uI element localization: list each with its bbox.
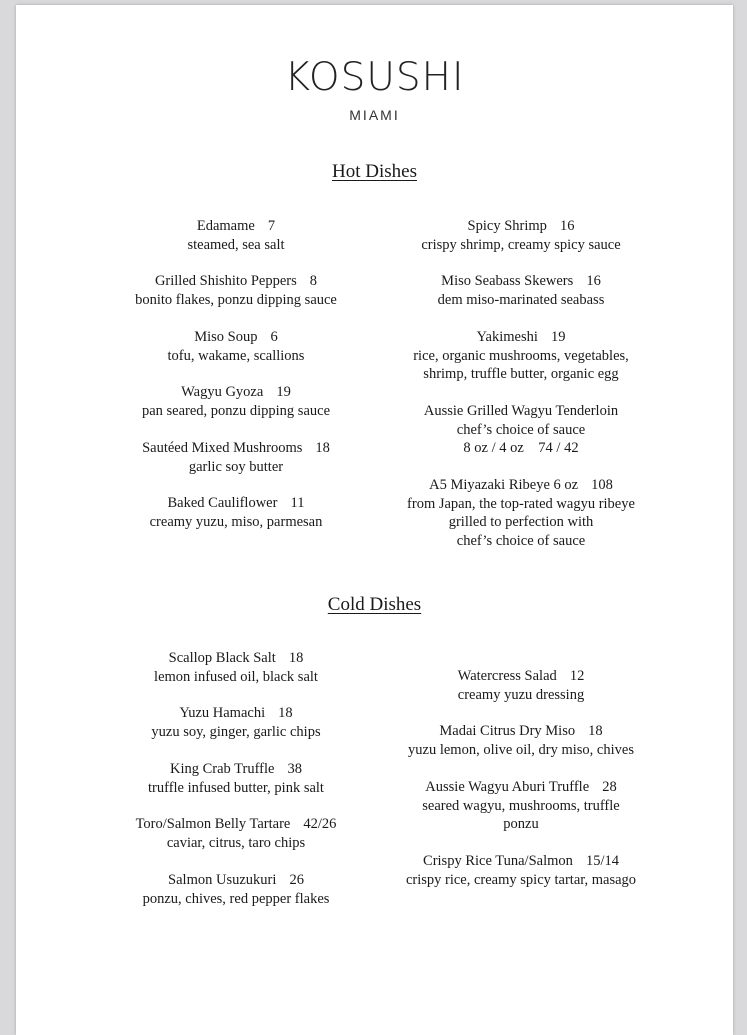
menu-item-price: 26 — [289, 872, 304, 888]
menu-item-name: Sautéed Mixed Mushrooms — [142, 440, 303, 456]
menu-item-description: truffle infused butter, pink salt — [148, 779, 324, 796]
menu-item-price: 42/26 — [303, 816, 337, 832]
menu-item-title — [76, 704, 396, 723]
menu-item — [76, 649, 396, 686]
menu-page — [16, 5, 733, 1035]
menu-item-name: Spicy Shrimp — [467, 218, 547, 234]
menu-item-price: 18 — [278, 705, 293, 721]
menu-item-name: Grilled Shishito Peppers — [154, 273, 297, 289]
menu-item — [361, 667, 681, 704]
menu-item — [76, 494, 396, 531]
menu-item-description: yuzu soy, ginger, garlic chips — [151, 723, 321, 740]
menu-item — [361, 402, 681, 458]
menu-item-title — [361, 402, 681, 421]
menu-item-description: dem miso-marinated seabass — [437, 291, 605, 308]
menu-item-description: bonito flakes, ponzu dipping sauce — [135, 291, 337, 308]
cold-dishes-title: Cold Dishes — [327, 594, 422, 615]
menu-item-description: creamy yuzu dressing — [457, 686, 585, 703]
menu-item-title — [361, 272, 681, 291]
menu-item-title — [76, 272, 396, 291]
menu-item-description: garlic soy butter — [188, 458, 284, 475]
menu-item — [76, 328, 396, 365]
menu-item-title — [361, 476, 681, 495]
menu-item-title — [76, 871, 396, 890]
menu-item-name: Wagyu Gyoza — [181, 384, 264, 400]
menu-item — [76, 871, 396, 908]
menu-item-title — [76, 383, 396, 402]
restaurant-city: MIAMI — [349, 107, 400, 123]
menu-item-price: 19 — [550, 329, 566, 345]
menu-item-description: crispy rice, creamy spicy tartar, masago — [405, 871, 637, 888]
menu-item-price: 18 — [315, 440, 330, 456]
menu-item — [361, 852, 681, 889]
menu-item-name: Scallop Black Salt — [168, 650, 276, 666]
menu-item — [76, 815, 396, 852]
menu-item-description: lemon infused oil, black salt — [154, 668, 318, 685]
menu-item-title — [361, 217, 681, 236]
menu-item-description: yuzu lemon, olive oil, dry miso, chives — [408, 741, 634, 758]
menu-item-price: 6 — [270, 329, 278, 345]
menu-item-name: Watercress Salad — [457, 668, 557, 684]
menu-item-title — [76, 760, 396, 779]
menu-item-name: King Crab Truffle — [169, 761, 275, 777]
menu-item-price: 12 — [569, 668, 585, 684]
menu-item-name: Aussie Grilled Wagyu Tenderloin — [423, 403, 619, 419]
hot-dishes-title: Hot Dishes — [332, 161, 417, 182]
menu-item-name: A5 Miyazaki Ribeye 6 oz — [429, 477, 579, 493]
menu-item-description: from Japan, the top-rated wagyu ribeye — [407, 495, 635, 512]
menu-item — [361, 722, 681, 759]
menu-item-price: 16 — [586, 273, 601, 289]
menu-item-price: 16 — [559, 218, 575, 234]
menu-item-description: chef’s choice of sauce — [456, 421, 586, 438]
menu-item-description: crispy shrimp, creamy spicy sauce — [421, 236, 621, 253]
menu-item-name: Baked Cauliflower — [167, 495, 278, 511]
menu-item — [76, 217, 396, 254]
menu-item-description: rice, organic mushrooms, vegetables, — [413, 347, 629, 364]
menu-item-name: Salmon Usuzukuri — [168, 872, 277, 888]
menu-item-title — [76, 815, 396, 834]
menu-item-name: Yakimeshi — [476, 329, 538, 345]
menu-item-description: seared wagyu, mushrooms, truffle — [422, 797, 620, 814]
menu-item-title — [76, 439, 396, 458]
menu-item-price: 18 — [288, 650, 304, 666]
menu-item — [361, 476, 681, 550]
menu-item-name: Miso Soup — [194, 329, 258, 345]
menu-item-title — [361, 667, 681, 686]
menu-item-price: 8 — [309, 273, 318, 289]
menu-item-description: tofu, wakame, scallions — [167, 347, 305, 364]
menu-item-title — [361, 722, 681, 741]
menu-item — [76, 383, 396, 420]
menu-item-name: Aussie Wagyu Aburi Truffle — [425, 779, 590, 795]
menu-item-price: 28 — [602, 779, 617, 795]
menu-item-title — [361, 778, 681, 797]
menu-item — [361, 778, 681, 834]
menu-item-description: steamed, sea salt — [187, 236, 285, 253]
menu-item-description: ponzu — [503, 816, 539, 832]
menu-item — [361, 272, 681, 309]
menu-item-title — [76, 328, 396, 347]
menu-item-name: Edamame — [196, 218, 255, 234]
menu-item-price: 19 — [276, 384, 291, 400]
menu-item-price: 11 — [290, 495, 305, 511]
menu-item-description: creamy yuzu, miso, parmesan — [149, 513, 323, 530]
menu-item-description: caviar, citrus, taro chips — [166, 834, 306, 851]
menu-item — [76, 272, 396, 309]
menu-item-description: shrimp, truffle butter, organic egg — [423, 366, 619, 382]
menu-item-title — [361, 328, 681, 347]
menu-item-title — [76, 494, 396, 513]
menu-item-title — [76, 649, 396, 668]
menu-item-title — [361, 852, 681, 871]
menu-item-price: 15/14 — [585, 853, 619, 869]
menu-item — [76, 439, 396, 476]
menu-item-title — [76, 217, 396, 236]
menu-item-price: 108 — [591, 477, 613, 493]
menu-item-price: 7 — [267, 218, 276, 234]
menu-item-name: Crispy Rice Tuna/Salmon — [423, 853, 573, 869]
menu-item-description: ponzu, chives, red pepper flakes — [142, 890, 330, 907]
menu-item-price: 18 — [588, 723, 603, 739]
menu-item-description: pan seared, ponzu dipping sauce — [141, 402, 331, 419]
menu-item-description: grilled to perfection with — [448, 514, 594, 530]
menu-item-name: Toro/Salmon Belly Tartare — [135, 816, 291, 832]
menu-item-description: chef’s choice of sauce — [456, 532, 586, 549]
menu-item-name: Madai Citrus Dry Miso — [439, 723, 576, 739]
menu-item-price: 38 — [287, 761, 302, 777]
menu-item — [361, 217, 681, 254]
restaurant-name: KOSUSHI — [284, 55, 465, 100]
menu-item — [361, 328, 681, 384]
menu-item — [76, 760, 396, 797]
menu-item-name: Yuzu Hamachi — [179, 705, 266, 721]
menu-item-name: Miso Seabass Skewers — [441, 273, 574, 289]
menu-item-description: 8 oz / 4 oz 74 / 42 — [463, 440, 579, 456]
menu-item — [76, 704, 396, 741]
